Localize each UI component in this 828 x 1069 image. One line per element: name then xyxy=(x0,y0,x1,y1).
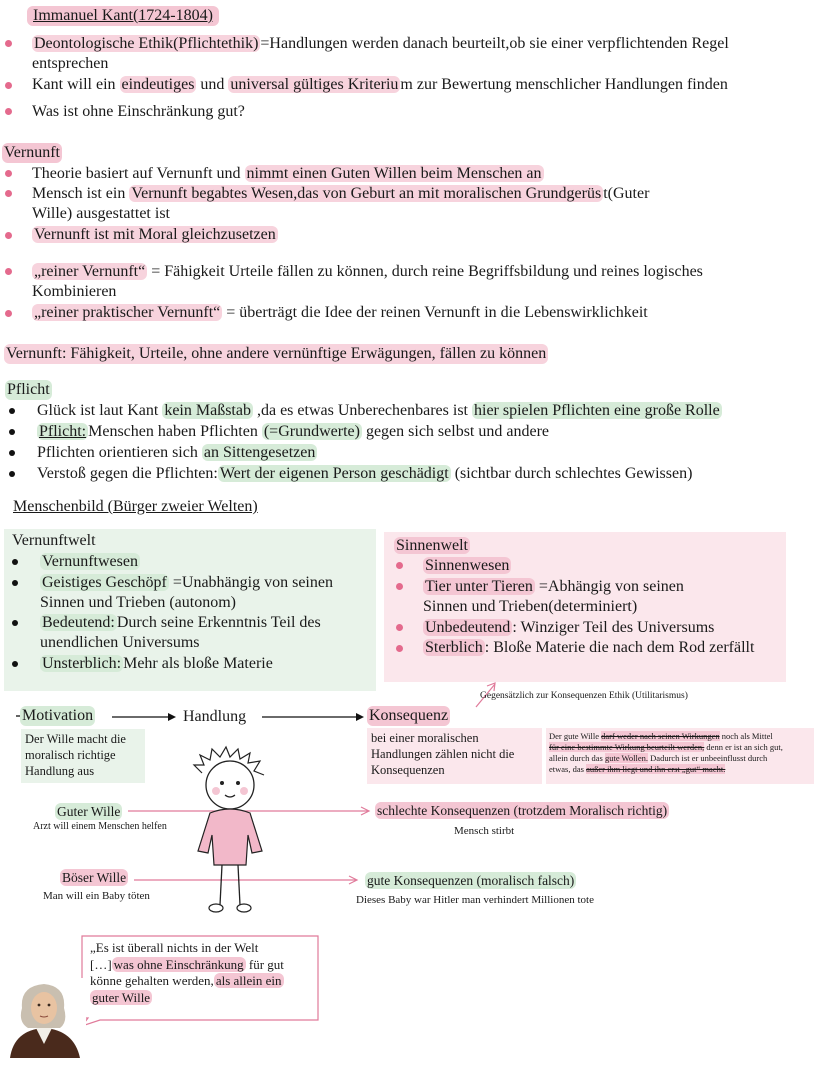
section-heading-menschenbild: Menschenbild (Bürger zweier Welten) xyxy=(13,498,258,515)
vernunft-definition: Vernunft: Fähigkeit, Urteile, ohne andere vernünftige Erwägungen, fällen zu können xyxy=(6,345,547,362)
bullet-icon xyxy=(9,471,15,477)
schlechte-konsequenzen: schlechte Konsequenzen (trotzdem Moralisch richtig) xyxy=(377,803,668,818)
gute-example: Dieses Baby war Hitler man verhindert Millionen tote xyxy=(356,894,594,906)
bullet-icon xyxy=(12,580,18,586)
bullet-icon xyxy=(12,620,18,626)
sinnenwelt-item: Sinnenwesen xyxy=(425,557,510,574)
sinnenwelt-item: Sterblich : Bloße Materie die nach dem Rod zerfällt xyxy=(425,639,755,656)
kant-portrait xyxy=(4,978,86,1058)
guter-wille-example: Arzt will einem Menschen helfen xyxy=(33,821,167,832)
bullet-icon xyxy=(9,429,15,435)
vernunftwelt-item: Bedeutend: Durch seine Erkenntnis Teil des unendlichen Universums xyxy=(40,614,321,651)
sinnenwelt-item: Tier unter Tieren =Abhängig von seinen Sinnen und Trieben(determiniert) xyxy=(423,578,684,615)
bullet-icon xyxy=(396,645,403,652)
bullet-icon xyxy=(396,624,403,631)
bullet-icon xyxy=(9,408,15,414)
kant-quote: „Es ist überall nichts in der Welt […] was ohne Einschränkung für gut könne gehalten werden, als allein ein guter Wille xyxy=(90,940,284,1005)
vernunft-item: Mensch ist ein Vernunft begabtes Wesen,das von Geburt an mit moralischen Grundgerüs t(Guter Wille) ausgestattet ist xyxy=(32,185,650,222)
bullet-icon xyxy=(5,190,12,197)
gute-konsequenzen: gute Konsequenzen (moralisch falsch) xyxy=(367,873,575,888)
pflicht-item: Verstoß gegen die Pflichten: Wert der eigenen Person geschädigt (sichtbar durch schlechtes Gewissen) xyxy=(37,465,693,482)
portrait-eye-right xyxy=(48,1004,51,1007)
bullet-icon xyxy=(5,40,12,47)
intro-item: Was ist ohne Einschränkung gut? xyxy=(32,103,245,120)
person-eye-right xyxy=(236,781,240,785)
bullet-icon xyxy=(5,170,12,177)
person-foot-left xyxy=(209,904,223,912)
guter-wille-label: Guter Wille xyxy=(57,804,121,819)
vernunftwelt-item: Vernunftwesen xyxy=(42,553,138,570)
person-foot-right xyxy=(237,904,251,912)
motivation-note: Der Wille macht die moralisch richtige Handlung aus xyxy=(25,732,126,778)
motivation-label: Motivation xyxy=(22,707,94,724)
arrowhead xyxy=(356,713,364,721)
pflicht-item: Pflichten orientieren sich an Sittengesetzen xyxy=(37,444,316,461)
bullet-icon xyxy=(12,559,18,565)
intro-item: Kant will ein eindeutiges und universal gültiges Kriteriu m zur Bewertung menschlicher Handlungen finden xyxy=(32,76,728,93)
sinnenwelt-item: Unbedeutend : Winziger Teil des Universums xyxy=(425,619,715,636)
vernunftwelt-title: Vernunftwelt xyxy=(12,532,96,549)
intro-item: Deontologische Ethik(Pflichtethik) =Handlungen werden danach beurteilt,ob sie einer verpflichtenden Regel entsprechen xyxy=(32,35,729,72)
bullet-icon xyxy=(396,583,403,590)
vernunftwelt-item: Unsterblich: Mehr als bloße Materie xyxy=(42,655,273,672)
bullet-icon xyxy=(12,661,18,667)
pflicht-item: Glück ist laut Kant kein Maßstab ,da es etwas Unberechenbares ist hier spielen Pflichten eine große Rolle xyxy=(37,402,720,419)
bullet-icon xyxy=(5,268,12,275)
person-illustration xyxy=(180,745,280,920)
page-title: Immanuel Kant(1724-1804) xyxy=(27,6,219,26)
konsequenz-note: bei einer moralischen Handlungen zählen nicht die Konsequenzen xyxy=(371,731,515,777)
schlechte-example: Mensch stirbt xyxy=(454,825,515,837)
sinnenwelt-title: Sinnenwelt xyxy=(396,537,468,554)
portrait-eye-left xyxy=(38,1004,41,1007)
vernunft-item: Theorie basiert auf Vernunft und nimmt einen Guten Willen beim Menschen an xyxy=(32,165,542,182)
person-body xyxy=(198,809,262,865)
bullet-icon xyxy=(9,450,15,456)
bullet-icon xyxy=(5,82,12,89)
section-heading-pflicht: Pflicht xyxy=(7,381,50,398)
bullet-icon xyxy=(5,232,12,239)
handlung-label: Handlung xyxy=(183,708,247,725)
boeser-wille-example: Man will ein Baby töten xyxy=(43,890,150,902)
person-leg-right xyxy=(238,865,240,905)
arrowhead xyxy=(168,713,176,721)
quote-small: Der gute Wille darf weder nach seinen Wirkungen noch als Mittel für eine bestimmte Wirkung beurteilt werden, denn er ist an sich gut, allein durch das gute Wollen. Dadurch ist er unbeeinflusst durch etwas, das außer ihm liegt und ihn erst „gut“ macht. xyxy=(549,731,783,774)
vernunft-item: Vernunft ist mit Moral gleichzusetzen xyxy=(34,226,276,243)
person-leg-left xyxy=(220,865,222,905)
bullet-icon xyxy=(5,108,12,115)
boeser-wille-label: Böser Wille xyxy=(62,870,127,885)
bullet-icon xyxy=(5,310,12,317)
person-cheek-left xyxy=(212,787,220,795)
vernunft-item: „reiner praktischer Vernunft“ = überträgt die Idee der reinen Vernunft in die Lebenswirklichkeit xyxy=(34,304,648,321)
portrait-face xyxy=(31,992,57,1024)
person-cheek-right xyxy=(240,787,248,795)
konsequenz-label: Konsequenz xyxy=(369,707,449,724)
vernunft-item: „reiner Vernunft“ = Fähigkeit Urteile fällen zu können, durch reine Begriffsbildung und reines logisches Kombinieren xyxy=(32,263,703,300)
bullet-icon xyxy=(396,562,403,569)
section-heading-vernunft: Vernunft xyxy=(4,144,60,161)
person-head xyxy=(206,761,254,809)
vernunftwelt-item: Geistiges Geschöpf =Unabhängig von seinen Sinnen und Trieben (autonom) xyxy=(40,574,333,611)
pflicht-item: Pflicht: Menschen haben Pflichten (=Grundwerte) gegen sich selbst und andere xyxy=(39,423,549,440)
utilitarismus-note: Gegensätzlich zur Konsequenzen Ethik (Utilitarismus) xyxy=(480,691,688,701)
person-eye-left xyxy=(220,781,224,785)
